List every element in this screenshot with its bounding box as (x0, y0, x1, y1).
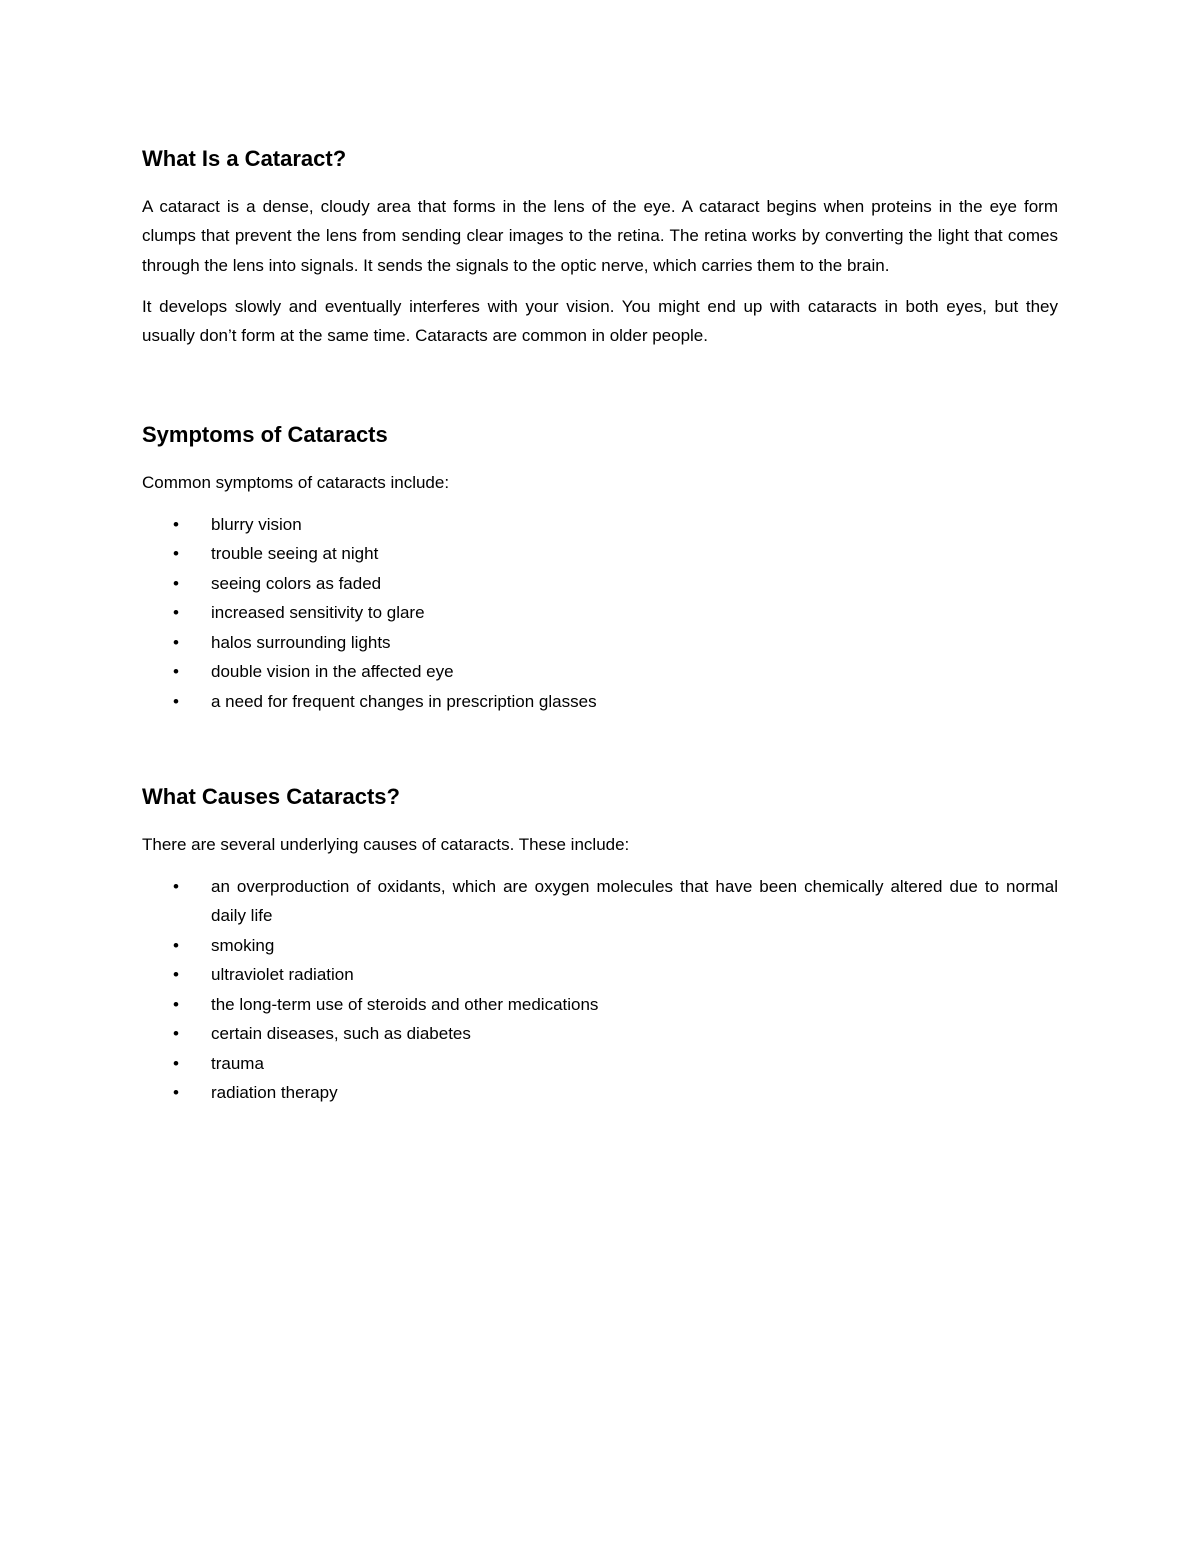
section-title-what-is-cataract: What Is a Cataract? (142, 146, 347, 171)
list-item (142, 539, 1058, 569)
bullet-icon: • (173, 935, 179, 955)
list-item (142, 990, 1058, 1020)
section-title-causes: What Causes Cataracts? (142, 784, 400, 810)
section-title-symptoms: Symptoms of Cataracts (142, 422, 388, 448)
list-item (142, 931, 1058, 961)
list-item-text: halos surrounding lights (211, 632, 391, 652)
list-item-text: radiation therapy (211, 1083, 338, 1103)
bullet-icon: • (173, 632, 179, 652)
list-item (142, 657, 1058, 687)
list-item (142, 872, 1058, 931)
list-item-text: increased sensitivity to glare (211, 603, 425, 623)
list-item-text: seeing colors as faded (211, 573, 382, 593)
bullet-icon: • (173, 1024, 179, 1044)
list-item (142, 1049, 1058, 1079)
list-item-text: trouble seeing at night (211, 544, 379, 564)
list-item-text: the long-term use of steroids and other medications (211, 994, 599, 1014)
causes-list (142, 872, 1058, 1108)
list-item-text: blurry vision (211, 514, 302, 534)
list-item (142, 960, 1058, 990)
symptoms-list (142, 510, 1058, 717)
bullet-icon: • (173, 573, 179, 593)
bullet-icon: • (173, 1083, 179, 1103)
paragraph-cataract-definition: A cataract is a dense, cloudy area that forms in the lens of the eye. A cataract begins when proteins in the eye form clumps that prevent the lens from sending clear images to the retina. The retina works by converting the light that comes through the lens into signals. It sends the signals to the optic nerve, which carries them to the brain. (142, 197, 1058, 275)
list-item-text: certain diseases, such as diabetes (211, 1024, 471, 1044)
list-item-text: trauma (211, 1053, 264, 1073)
list-item (142, 1019, 1058, 1049)
bullet-icon: • (173, 691, 179, 711)
list-item (142, 598, 1058, 628)
symptoms-intro: Common symptoms of cataracts include: (142, 473, 450, 493)
bullet-icon: • (173, 662, 179, 682)
list-item-text: smoking (211, 935, 275, 955)
list-item (142, 569, 1058, 599)
list-item (142, 628, 1058, 658)
bullet-icon: • (173, 876, 179, 896)
causes-intro: There are several underlying causes of cataracts. These include: (142, 835, 630, 855)
list-item-text: double vision in the affected eye (211, 662, 454, 682)
list-item-text: an overproduction of oxidants, which are oxygen molecules that have been chemically altered due to normal daily life (211, 876, 1058, 926)
bullet-icon: • (173, 994, 179, 1014)
list-item (142, 687, 1058, 717)
paragraph-cataract-development: It develops slowly and eventually interferes with your vision. You might end up with cataracts in both eyes, but they usually don’t form at the same time. Cataracts are common in older people. (142, 296, 1058, 346)
list-item (142, 510, 1058, 540)
bullet-icon: • (173, 544, 179, 564)
list-item-text: a need for frequent changes in prescription glasses (211, 691, 597, 711)
bullet-icon: • (173, 603, 179, 623)
bullet-icon: • (173, 514, 179, 534)
list-item-text: ultraviolet radiation (211, 965, 354, 985)
bullet-icon: • (173, 1053, 179, 1073)
document-page (142, 144, 1058, 1108)
bullet-icon: • (173, 965, 179, 985)
list-item (142, 1078, 1058, 1108)
